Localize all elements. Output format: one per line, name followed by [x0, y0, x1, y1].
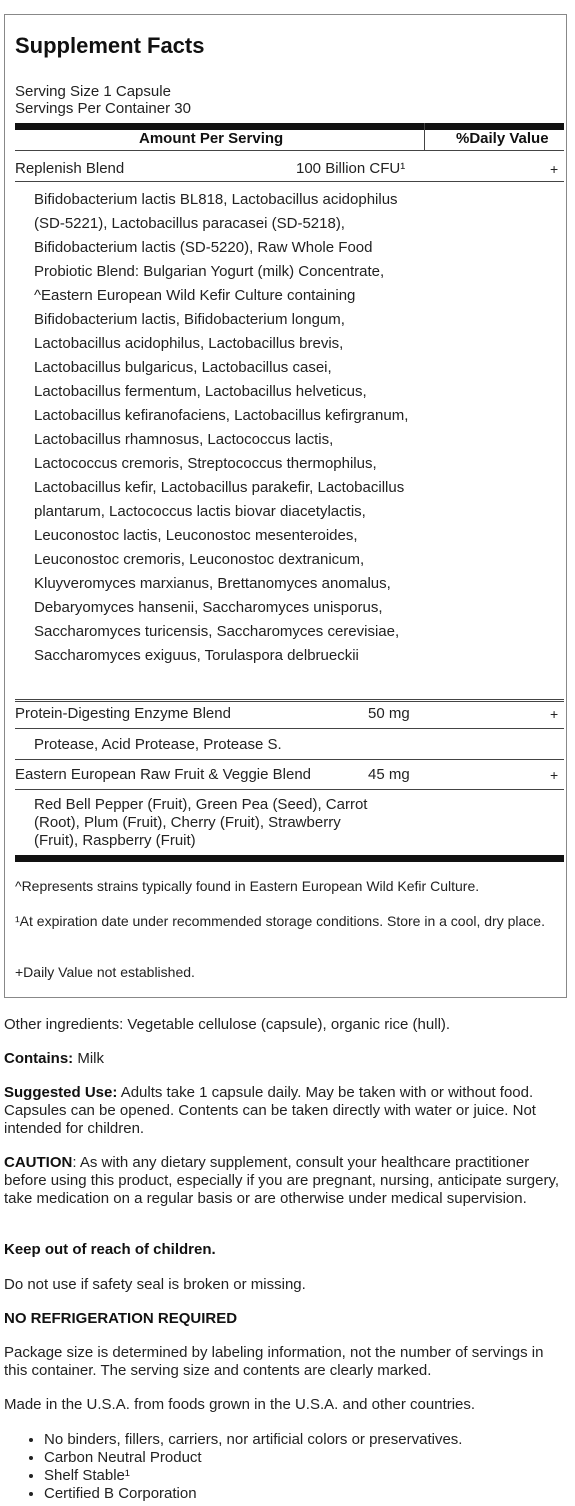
safety-seal-warning: Do not use if safety seal is broken or missing.	[4, 1276, 306, 1293]
footnote-caret: ^Represents strains typically found in Eastern European Wild Kefir Culture.	[15, 878, 480, 894]
servings-per-container: Servings Per Container 30	[15, 100, 191, 117]
caution	[4, 1154, 570, 1208]
caution-text: : As with any dietary supplement, consult your healthcare practitioner before using this product, especially if you are pregnant, nursing, anticipate surgery, take medication on a regular basis or are otherwise under medical supervision.	[4, 1154, 560, 1207]
serving-size: Serving Size 1 Capsule	[15, 83, 171, 100]
ingredient-detail: Red Bell Pepper (Fruit), Green Pea (Seed), Carrot (Root), Plum (Fruit), Cherry (Fruit), Strawberry (Fruit), Raspberry (Fruit)	[34, 796, 368, 849]
list-item: • No binders, fillers, carriers, nor artificial colors or preservatives.	[44, 1431, 575, 1449]
made-in-note: Made in the U.S.A. from foods grown in the U.S.A. and other countries.	[4, 1396, 476, 1413]
daily-value: +	[550, 706, 559, 722]
nutrient-amount: 100 Billion CFU¹	[296, 160, 406, 177]
keep-out-text: Keep out of reach of children.	[4, 1241, 216, 1258]
caution-label: CAUTION	[4, 1154, 73, 1171]
ingredient-detail: Bifidobacterium lactis BL818, Lactobacillus acidophilus (SD-5221), Lactobacillus paracasei (SD-5218), Bifidobacterium lactis (SD-5220), Raw Whole Food Probiotic Blend: Bulgarian Yogurt (milk) Concentrate, ^Eastern European Wild Kefir Culture containing Bifidobacterium lactis, Bifidobacterium longum, Lactobacillus acidophilus, Lactobacillus brevis, Lactobacillus bulgaricus, Lactobacillus casei, Lactobacillus fermentum, Lactobacillus helveticus, Lactobacillus kefiranofaciens, Lactobacillus kefirgranum, Lactobacillus rhamnosus, Lactococcus lactis, Lactococcus cremoris, Streptococcus thermophilus, Lactobacillus kefir, Lactobacillus parakefir, Lactobacillus plantarum, Lactococcus lactis biovar diacetylactis, Leuconostoc lactis, Leuconostoc mesenteroides, Leuconostoc cremoris, Leuconostoc dextranicum, Kluyveromyces marxianus, Brettanomyces anomalus, Debaryomyces hansenii, Saccharomyces unisporus, Saccharomyces turicensis, Saccharomyces cerevisiae, Saccharomyces exiguus, Torulaspora delbrueckii	[34, 191, 409, 664]
package-size-note: Package size is determined by labeling information, not the number of servings in this container. The serving size and contents are clearly marked.	[4, 1344, 544, 1379]
list-item: • Carbon Neutral Product	[44, 1449, 575, 1467]
divider	[15, 728, 564, 729]
contains-value: Milk	[73, 1050, 104, 1067]
list-item: • Shelf Stable¹	[44, 1467, 575, 1485]
divider	[15, 789, 564, 790]
amount-per-serving-header: Amount Per Serving	[139, 130, 284, 147]
feature-list	[4, 1431, 575, 1503]
keep-out-warning	[4, 1241, 570, 1259]
divider	[15, 181, 564, 182]
divider	[15, 759, 564, 760]
divider	[15, 699, 564, 700]
nutrient-amount: 45 mg	[368, 766, 410, 783]
ingredient-detail: Protease, Acid Protease, Protease S.	[34, 736, 282, 753]
daily-value: +	[550, 767, 559, 783]
column-divider	[424, 123, 425, 151]
nutrient-name: Replenish Blend	[15, 160, 125, 177]
footnote-expiration: ¹At expiration date under recommended storage conditions. Store in a cool, dry place.	[15, 913, 545, 929]
nutrient-name: Eastern European Raw Fruit & Veggie Blend	[15, 766, 312, 783]
other-ingredients: Other ingredients: Vegetable cellulose (capsule), organic rice (hull).	[4, 1016, 451, 1033]
suggested-use-label: Suggested Use:	[4, 1084, 118, 1101]
no-refrigeration-text: NO REFRIGERATION REQUIRED	[4, 1310, 238, 1327]
thick-divider-bottom	[15, 855, 564, 862]
daily-value: +	[550, 161, 559, 177]
contains-label: Contains:	[4, 1050, 74, 1067]
suggested-use-text: Adults take 1 capsule daily. May be taken with or without food. Capsules can be opened. Contents can be taken directly with water or juice. Not intended for children.	[4, 1084, 536, 1137]
no-refrigeration	[4, 1310, 570, 1328]
footnote-daily-value: +Daily Value not established.	[15, 964, 195, 980]
panel-title: Supplement Facts	[15, 33, 205, 58]
daily-value-header: %Daily Value	[456, 130, 549, 147]
divider	[15, 701, 564, 702]
contains-line	[4, 1050, 570, 1068]
thick-divider-top	[15, 123, 564, 130]
divider	[15, 150, 564, 151]
supplement-facts-panel	[4, 14, 567, 998]
suggested-use	[4, 1084, 570, 1138]
list-item: • Certified B Corporation	[44, 1485, 575, 1503]
nutrient-amount: 50 mg	[368, 705, 410, 722]
nutrient-name: Protein-Digesting Enzyme Blend	[15, 705, 231, 722]
